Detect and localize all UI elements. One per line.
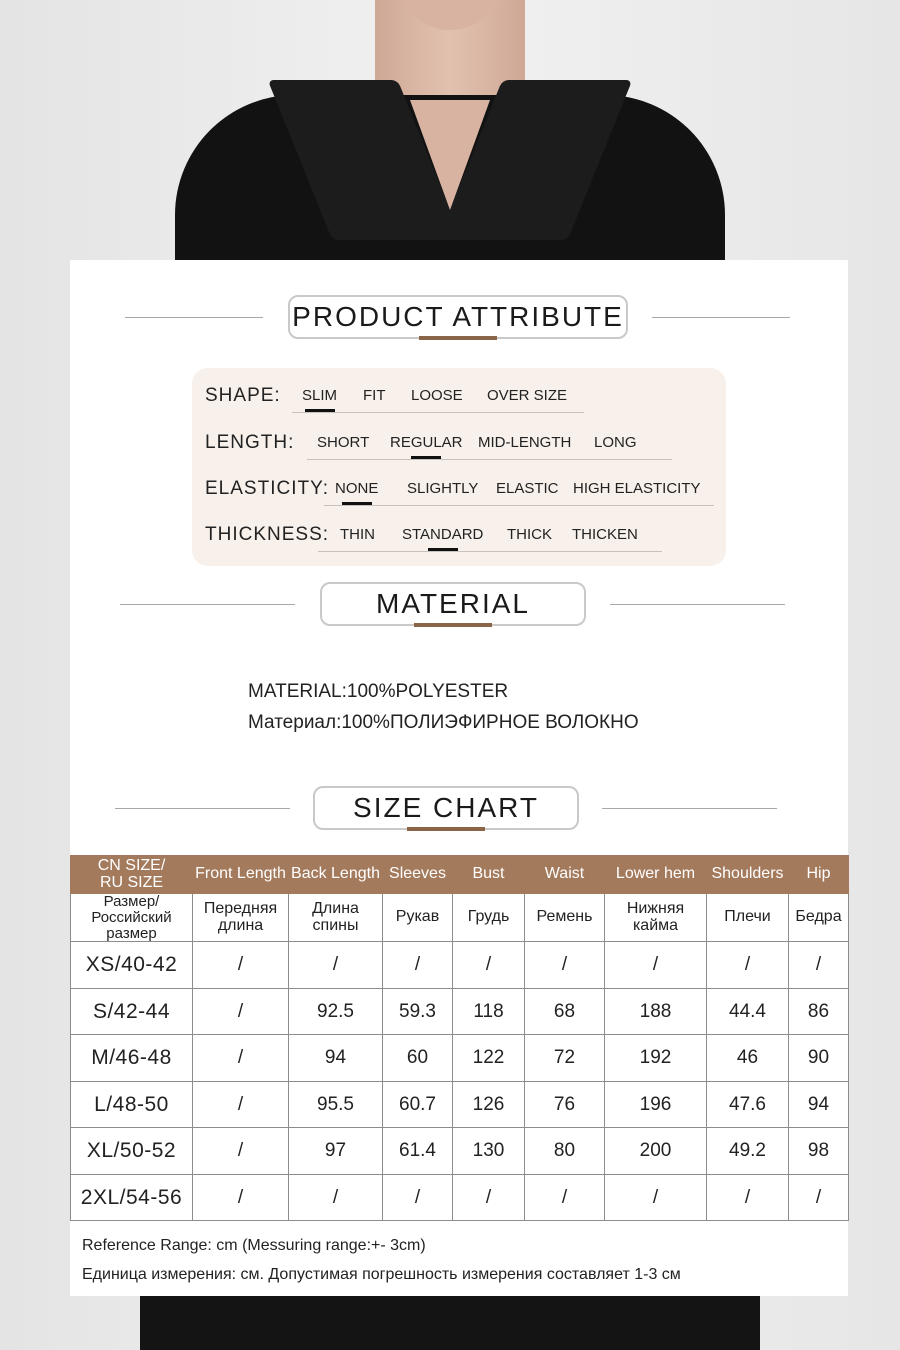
- table-header-cell: Bust: [453, 856, 525, 894]
- attribute-box: [192, 368, 726, 566]
- size-label-cell: M/46-48: [71, 1035, 193, 1082]
- table-cell: 130: [453, 1128, 525, 1175]
- table-cell: 97: [289, 1128, 383, 1175]
- table-cell: /: [707, 942, 789, 989]
- divider-line: [610, 604, 785, 605]
- table-cell: /: [193, 1035, 289, 1082]
- table-header-cell: Back Length: [289, 856, 383, 894]
- material-title: MATERIAL: [376, 588, 530, 619]
- table-cell: 49.2: [707, 1128, 789, 1175]
- header-row-en: [71, 856, 849, 894]
- table-cell: 80: [525, 1128, 605, 1175]
- table-cell: /: [383, 1174, 453, 1221]
- attr-option-selected: SLIM: [302, 387, 338, 404]
- table-row: [71, 1128, 849, 1175]
- table-cell: 188: [605, 988, 707, 1035]
- size-label-cell: XL/50-52: [71, 1128, 193, 1175]
- table-cell: /: [383, 942, 453, 989]
- table-cell: 46: [707, 1035, 789, 1082]
- table-cell: 76: [525, 1081, 605, 1128]
- table-header-cell: CN SIZE/ RU SIZE: [71, 856, 193, 894]
- table-cell: 200: [605, 1128, 707, 1175]
- divider-line: [120, 604, 295, 605]
- table-cell: 98: [789, 1128, 849, 1175]
- divider-line: [602, 808, 777, 809]
- table-cell: 68: [525, 988, 605, 1035]
- attr-option: SHORT: [317, 434, 370, 451]
- attr-label: SHAPE:: [205, 385, 281, 406]
- divider-line: [652, 317, 790, 318]
- attr-option: ELASTIC: [496, 480, 559, 497]
- table-cell: /: [289, 1174, 383, 1221]
- material-heading: [320, 582, 586, 626]
- note-en: Reference Range: cm (Messuring range:+- 3cm): [82, 1237, 426, 1254]
- table-header-cell: Waist: [525, 856, 605, 894]
- table-cell: /: [605, 942, 707, 989]
- divider-line: [115, 808, 290, 809]
- attr-option-selected: REGULAR: [390, 434, 463, 451]
- table-header-cell: Lower hem: [605, 856, 707, 894]
- table-cell: 196: [605, 1081, 707, 1128]
- info-panel: [70, 260, 848, 1296]
- table-row: [71, 942, 849, 989]
- attr-row-shape: [192, 385, 726, 415]
- table-cell: 72: [525, 1035, 605, 1082]
- table-cell: /: [193, 1128, 289, 1175]
- table-row: [71, 1081, 849, 1128]
- attribute-title: PRODUCT ATTRIBUTE: [292, 301, 624, 332]
- attribute-heading: [288, 295, 628, 339]
- table-header-ru-cell: Нижняя кайма: [605, 894, 707, 942]
- size-chart-title: SIZE CHART: [353, 792, 539, 823]
- note-ru: Единица измерения: см. Допустимая погрешность измерения составляет 1-3 см: [82, 1266, 681, 1283]
- table-cell: 94: [289, 1035, 383, 1082]
- attr-option: FIT: [363, 387, 386, 404]
- attr-option: THICKEN: [572, 526, 638, 543]
- table-cell: 192: [605, 1035, 707, 1082]
- attr-label: ELASTICITY:: [205, 478, 329, 499]
- table-header-ru-cell: Плечи: [707, 894, 789, 942]
- table-cell: 60.7: [383, 1081, 453, 1128]
- table-cell: /: [789, 942, 849, 989]
- table-header-ru-cell: Бедра: [789, 894, 849, 942]
- attr-row-thickness: [192, 524, 726, 554]
- table-cell: 59.3: [383, 988, 453, 1035]
- attr-option: SLIGHTLY: [407, 480, 479, 497]
- attr-option-selected: STANDARD: [402, 526, 484, 543]
- attr-option: MID-LENGTH: [478, 434, 572, 451]
- attr-option: OVER SIZE: [487, 387, 568, 404]
- table-cell: /: [193, 988, 289, 1035]
- table-row: [71, 1174, 849, 1221]
- size-label-cell: XS/40-42: [71, 942, 193, 989]
- table-header-cell: Sleeves: [383, 856, 453, 894]
- attr-option-selected: NONE: [335, 480, 379, 497]
- table-cell: /: [707, 1174, 789, 1221]
- table-cell: 90: [789, 1035, 849, 1082]
- table-cell: /: [289, 942, 383, 989]
- attr-option: THICK: [507, 526, 552, 543]
- table-header-cell: Front Length: [193, 856, 289, 894]
- size-label-cell: L/48-50: [71, 1081, 193, 1128]
- table-row: [71, 1035, 849, 1082]
- attr-option: LONG: [594, 434, 637, 451]
- table-cell: 92.5: [289, 988, 383, 1035]
- material-text-ru: Материал:100%ПОЛИЭФИРНОЕ ВОЛОКНО: [248, 712, 639, 733]
- table-cell: /: [525, 942, 605, 989]
- size-table: [70, 855, 849, 1221]
- attr-row-length: [192, 432, 726, 462]
- attr-option: HIGH ELASTICITY: [573, 480, 701, 497]
- material-text-en: MATERIAL:100%POLYESTER: [248, 681, 509, 702]
- table-cell: /: [453, 1174, 525, 1221]
- table-cell: 47.6: [707, 1081, 789, 1128]
- size-chart-heading: [313, 786, 579, 830]
- table-cell: /: [605, 1174, 707, 1221]
- divider-line: [125, 317, 263, 318]
- table-row: [71, 988, 849, 1035]
- attr-label: THICKNESS:: [205, 524, 330, 545]
- table-header-ru-cell: Грудь: [453, 894, 525, 942]
- table-header-cell: Hip: [789, 856, 849, 894]
- size-label-cell: 2XL/54-56: [71, 1174, 193, 1221]
- attr-option: THIN: [340, 526, 375, 543]
- table-header-ru-cell: Длина спины: [289, 894, 383, 942]
- table-header-ru-cell: Рукав: [383, 894, 453, 942]
- table-cell: 118: [453, 988, 525, 1035]
- table-header-ru-cell: Ремень: [525, 894, 605, 942]
- table-cell: /: [789, 1174, 849, 1221]
- table-cell: 61.4: [383, 1128, 453, 1175]
- table-cell: 122: [453, 1035, 525, 1082]
- header-row-ru: [71, 894, 849, 942]
- table-cell: /: [193, 1174, 289, 1221]
- size-label-cell: S/42-44: [71, 988, 193, 1035]
- table-cell: /: [193, 942, 289, 989]
- table-cell: /: [193, 1081, 289, 1128]
- table-cell: 86: [789, 988, 849, 1035]
- table-header-cell: Shoulders: [707, 856, 789, 894]
- attr-label: LENGTH:: [205, 432, 295, 453]
- table-cell: 126: [453, 1081, 525, 1128]
- attr-row-elasticity: [192, 478, 726, 508]
- table-cell: 44.4: [707, 988, 789, 1035]
- table-cell: /: [525, 1174, 605, 1221]
- table-cell: 94: [789, 1081, 849, 1128]
- table-cell: /: [453, 942, 525, 989]
- table-header-ru-cell: Передняя длина: [193, 894, 289, 942]
- attr-option: LOOSE: [411, 387, 463, 404]
- table-cell: 60: [383, 1035, 453, 1082]
- table-header-ru-cell: Размер/ Российский размер: [71, 894, 193, 942]
- table-cell: 95.5: [289, 1081, 383, 1128]
